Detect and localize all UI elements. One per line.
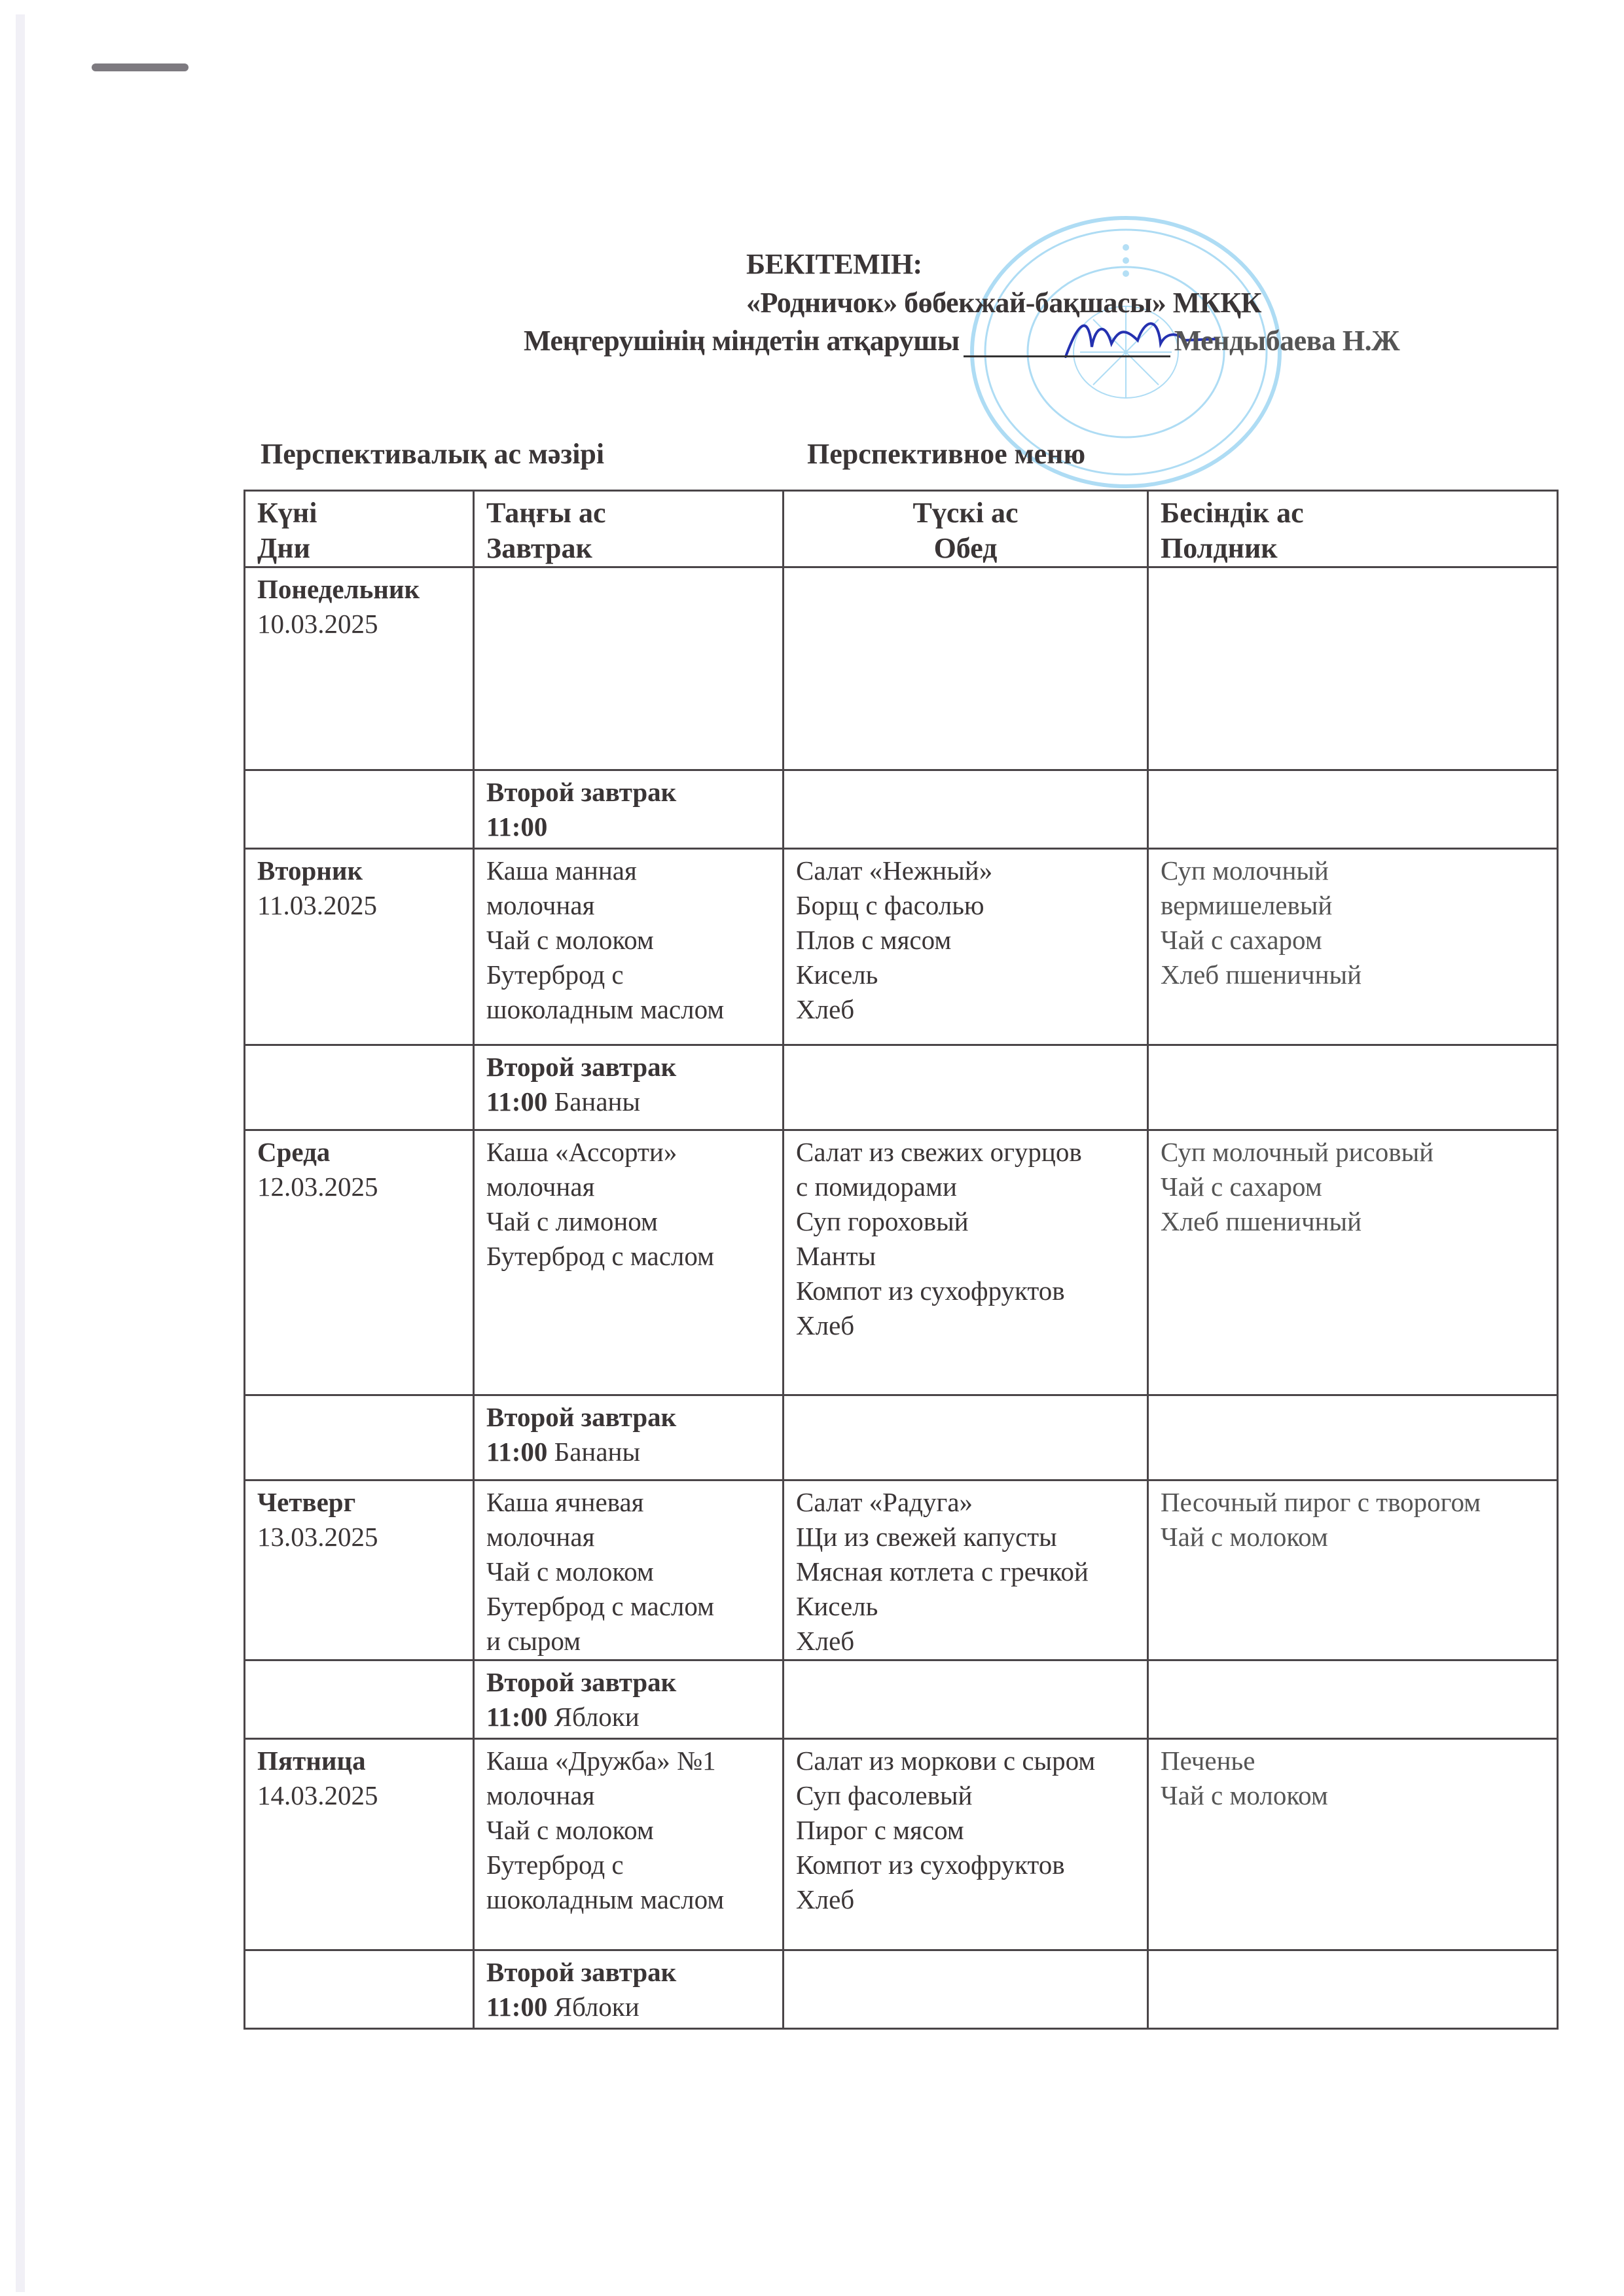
breakfast-item: шоколадным маслом xyxy=(486,994,725,1024)
lunch-item: Борщ с фасолью xyxy=(796,890,984,920)
lunch-item: Компот из сухофруктов xyxy=(796,1850,1065,1880)
second-breakfast-cell xyxy=(474,1045,784,1130)
header-days: Күні Дни xyxy=(245,491,474,567)
snack-item: вермишелевый xyxy=(1161,890,1333,920)
empty-cell xyxy=(1148,1660,1558,1739)
menu-title-russian: Перспективное меню xyxy=(807,438,1086,470)
lunch-item: Хлеб xyxy=(796,994,855,1024)
empty-cell xyxy=(245,1395,474,1480)
breakfast-item: молочная xyxy=(486,1172,595,1202)
lunch-cell xyxy=(784,1739,1148,1950)
empty-cell xyxy=(1148,770,1558,849)
breakfast-cell xyxy=(474,1739,784,1950)
snack-item: Чай с сахаром xyxy=(1161,1172,1322,1202)
breakfast-item: Чай с молоком xyxy=(486,925,654,955)
day-date: 13.03.2025 xyxy=(257,1522,378,1552)
breakfast-item: шоколадным маслом xyxy=(486,1884,725,1914)
day-date: 12.03.2025 xyxy=(257,1172,378,1202)
day-row xyxy=(245,849,1558,1045)
empty-cell xyxy=(784,1395,1148,1480)
lunch-item: Плов с мясом xyxy=(796,925,952,955)
day-name: Вторник xyxy=(257,855,363,886)
snack-item: Песочный пирог с творогом xyxy=(1161,1487,1481,1517)
empty-cell xyxy=(1148,1045,1558,1130)
breakfast-cell xyxy=(474,1130,784,1395)
lunch-item: Пирог с мясом xyxy=(796,1815,964,1845)
second-breakfast-row xyxy=(245,1660,1558,1739)
breakfast-item: Каша «Ассорти» xyxy=(486,1137,677,1167)
breakfast-item: Чай с молоком xyxy=(486,1815,654,1845)
lunch-cell xyxy=(784,849,1148,1045)
day-date: 11.03.2025 xyxy=(257,890,377,920)
empty-cell xyxy=(245,1950,474,2029)
second-breakfast-row xyxy=(245,770,1558,849)
lunch-item: с помидорами xyxy=(796,1172,957,1202)
lunch-cell xyxy=(784,567,1148,770)
snack-cell xyxy=(1148,1739,1558,1950)
signature-line xyxy=(964,329,1170,357)
second-breakfast-label: Второй завтрак xyxy=(486,777,677,807)
second-breakfast-row xyxy=(245,1950,1558,2029)
approval-title: БЕКІТЕМІН: xyxy=(746,248,922,280)
day-row xyxy=(245,1739,1558,1950)
breakfast-cell xyxy=(474,1480,784,1660)
breakfast-item: и сыром xyxy=(486,1626,581,1656)
empty-cell xyxy=(1148,1950,1558,2029)
lunch-item: Салат из свежих огурцов xyxy=(796,1137,1082,1167)
breakfast-item: Бутерброд с маслом xyxy=(486,1591,715,1621)
second-breakfast-time: 11:00 xyxy=(486,1437,548,1467)
second-breakfast-cell xyxy=(474,1660,784,1739)
second-breakfast-label: Второй завтрак xyxy=(486,1052,677,1082)
snack-cell xyxy=(1148,1130,1558,1395)
lunch-cell xyxy=(784,1130,1148,1395)
lunch-item: Суп гороховый xyxy=(796,1206,969,1236)
day-row xyxy=(245,1480,1558,1660)
second-breakfast-time: 11:00 xyxy=(486,1702,548,1732)
table-header-row xyxy=(245,491,1558,567)
empty-cell xyxy=(784,770,1148,849)
breakfast-item: Чай с лимоном xyxy=(486,1206,658,1236)
day-date: 14.03.2025 xyxy=(257,1780,378,1810)
breakfast-item: молочная xyxy=(486,890,595,920)
day-row xyxy=(245,567,1558,770)
day-cell xyxy=(245,1130,474,1395)
second-breakfast-label: Второй завтрак xyxy=(486,1402,677,1432)
day-name: Среда xyxy=(257,1137,331,1167)
second-breakfast-cell xyxy=(474,1950,784,2029)
snack-item: Хлеб пшеничный xyxy=(1161,960,1362,990)
day-cell xyxy=(245,1739,474,1950)
scan-mark xyxy=(92,63,189,71)
empty-cell xyxy=(245,1660,474,1739)
header-lunch: Түскі ас Обед xyxy=(784,491,1148,567)
lunch-item: Хлеб xyxy=(796,1884,855,1914)
approval-role: Меңгерушінің міндетін атқарушы xyxy=(524,325,960,357)
second-breakfast-item: Яблоки xyxy=(554,1992,640,2022)
menu-table xyxy=(244,490,1559,2030)
approval-organization: «Родничок» бөбекжай-бақшасы» МКҚК xyxy=(746,287,1261,319)
menu-body xyxy=(245,567,1558,2029)
day-date: 10.03.2025 xyxy=(257,609,378,639)
lunch-item: Компот из сухофруктов xyxy=(796,1276,1065,1306)
lunch-item: Кисель xyxy=(796,1591,878,1621)
second-breakfast-item: Бананы xyxy=(554,1086,641,1117)
second-breakfast-item: Бананы xyxy=(554,1437,641,1467)
second-breakfast-item: Яблоки xyxy=(554,1702,640,1732)
snack-item: Суп молочный рисовый xyxy=(1161,1137,1434,1167)
lunch-item: Щи из свежей капусты xyxy=(796,1522,1057,1552)
breakfast-item: Бутерброд с маслом xyxy=(486,1241,715,1271)
lunch-item: Хлеб xyxy=(796,1626,855,1656)
day-cell xyxy=(245,849,474,1045)
empty-cell xyxy=(784,1045,1148,1130)
empty-cell xyxy=(245,770,474,849)
breakfast-item: молочная xyxy=(486,1780,595,1810)
lunch-item: Салат «Нежный» xyxy=(796,855,993,886)
empty-cell xyxy=(245,1045,474,1130)
second-breakfast-label: Второй завтрак xyxy=(486,1667,677,1697)
snack-item: Суп молочный xyxy=(1161,855,1329,886)
breakfast-item: Каша ячневая xyxy=(486,1487,644,1517)
snack-item: Чай с молоком xyxy=(1161,1780,1328,1810)
day-cell xyxy=(245,1480,474,1660)
day-cell xyxy=(245,567,474,770)
empty-cell xyxy=(1148,1395,1558,1480)
breakfast-item: Каша «Дружба» №1 xyxy=(486,1746,716,1776)
day-name: Четверг xyxy=(257,1487,356,1517)
second-breakfast-row xyxy=(245,1045,1558,1130)
second-breakfast-time: 11:00 xyxy=(486,812,548,842)
empty-cell xyxy=(784,1660,1148,1739)
breakfast-item: Бутерброд с xyxy=(486,960,624,990)
second-breakfast-label: Второй завтрак xyxy=(486,1957,677,1987)
header-breakfast: Таңғы ас Завтрак xyxy=(474,491,784,567)
snack-item: Хлеб пшеничный xyxy=(1161,1206,1362,1236)
empty-cell xyxy=(784,1950,1148,2029)
header-snack: Бесіндік ас Полдник xyxy=(1148,491,1558,567)
snack-item: Чай с молоком xyxy=(1161,1522,1328,1552)
lunch-item: Кисель xyxy=(796,960,878,990)
approval-name: Мендыбаева Н.Ж xyxy=(1174,325,1400,357)
second-breakfast-cell xyxy=(474,1395,784,1480)
breakfast-item: Каша манная xyxy=(486,855,637,886)
approval-role-line xyxy=(524,324,1399,357)
lunch-item: Салат из моркови с сыром xyxy=(796,1746,1096,1776)
day-name: Пятница xyxy=(257,1746,366,1776)
second-breakfast-cell xyxy=(474,770,784,849)
breakfast-item: Бутерброд с xyxy=(486,1850,624,1880)
lunch-cell xyxy=(784,1480,1148,1660)
lunch-item: Салат «Радуга» xyxy=(796,1487,973,1517)
breakfast-item: Чай с молоком xyxy=(486,1556,654,1587)
snack-cell xyxy=(1148,567,1558,770)
snack-cell xyxy=(1148,1480,1558,1660)
lunch-item: Суп фасолевый xyxy=(796,1780,973,1810)
day-name: Понедельник xyxy=(257,574,420,604)
second-breakfast-time: 11:00 xyxy=(486,1086,548,1117)
snack-item: Печенье xyxy=(1161,1746,1255,1776)
breakfast-cell xyxy=(474,849,784,1045)
snack-cell xyxy=(1148,849,1558,1045)
second-breakfast-row xyxy=(245,1395,1558,1480)
breakfast-item: молочная xyxy=(486,1522,595,1552)
breakfast-cell xyxy=(474,567,784,770)
scan-edge-shadow xyxy=(16,14,25,2292)
lunch-item: Манты xyxy=(796,1241,876,1271)
lunch-item: Мясная котлета с гречкой xyxy=(796,1556,1089,1587)
snack-item: Чай с сахаром xyxy=(1161,925,1322,955)
second-breakfast-time: 11:00 xyxy=(486,1992,548,2022)
lunch-item: Хлеб xyxy=(796,1310,855,1340)
menu-title-kazakh: Перспективалық ас мәзірі xyxy=(261,438,605,470)
day-row xyxy=(245,1130,1558,1395)
